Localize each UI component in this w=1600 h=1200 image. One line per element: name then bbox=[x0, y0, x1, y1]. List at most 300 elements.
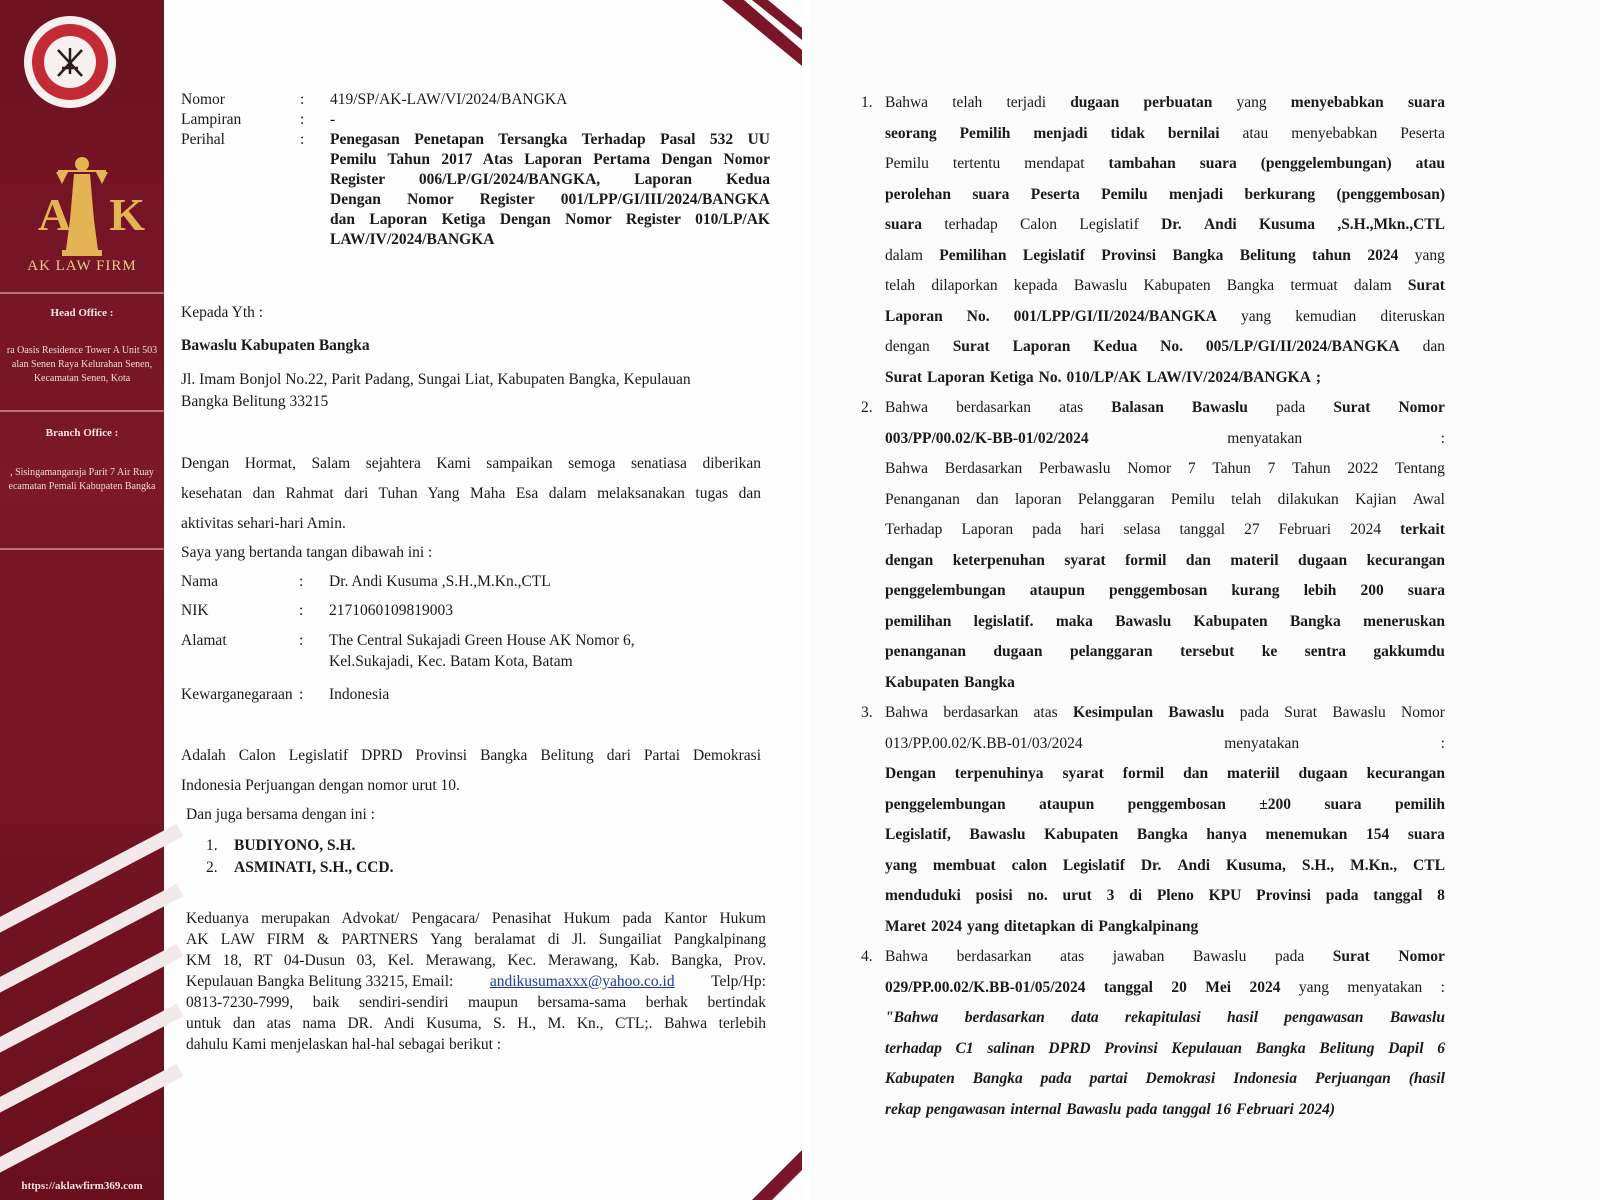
website-link[interactable]: https://aklawfirm369.com bbox=[21, 1180, 143, 1192]
point-word: Bawaslu bbox=[1073, 277, 1128, 294]
point-line bbox=[885, 210, 1445, 241]
undersigned-line: Saya yang bertanda tangan dibawah ini : bbox=[181, 544, 433, 561]
point-word: dan bbox=[1185, 551, 1211, 569]
point-word: termuat bbox=[1290, 277, 1338, 294]
point-line bbox=[885, 1095, 1445, 1126]
colon: : bbox=[299, 632, 304, 649]
point-word: suara bbox=[885, 216, 923, 233]
point-line bbox=[885, 790, 1445, 821]
point-word: 154 bbox=[1365, 826, 1390, 843]
point-word: Penanganan bbox=[885, 490, 960, 508]
point-word: Peserta bbox=[1030, 185, 1080, 203]
perihal-line: Dengan Nomor Register 001/LPP/GI/III/2024/BANGKA bbox=[330, 191, 770, 208]
point-word: hari bbox=[1080, 521, 1105, 538]
caleg-line: Indonesia Perjuangan dengan nomor urut 10. bbox=[181, 777, 460, 794]
field-value: The Central Sukajadi Green House AK Nomor 6, bbox=[329, 632, 635, 649]
point-word: telah bbox=[952, 94, 983, 111]
divider bbox=[0, 410, 164, 412]
point-word: atas bbox=[1033, 704, 1058, 721]
point-word: Bahwa bbox=[885, 704, 929, 721]
point-word: yang bbox=[1298, 978, 1329, 996]
point-word: Bangka bbox=[1172, 246, 1224, 264]
colon: : bbox=[300, 111, 305, 128]
point-word: legislatif. bbox=[973, 612, 1034, 630]
point-word: pada bbox=[1275, 399, 1306, 416]
point-word: terkait bbox=[1400, 521, 1445, 538]
point-line bbox=[885, 302, 1445, 333]
firm-paragraph-line: Keduanya merupakan Advokat/ Pengacara/ Penasihat Hukum pada Kantor Hukum bbox=[186, 910, 766, 927]
point-word: rekap bbox=[885, 1100, 922, 1118]
point-word: ke bbox=[1261, 643, 1278, 660]
point-word: dilaporkan bbox=[931, 277, 998, 294]
point-word: pengawasan bbox=[926, 1100, 1006, 1118]
point-word: Demokrasi bbox=[1145, 1070, 1216, 1087]
perihal-line: Pemilu Tahun 2017 Atas Laporan Pertama Dengan Nomor bbox=[330, 151, 770, 168]
point-word: Surat bbox=[885, 368, 923, 386]
point-word: Bangka bbox=[1226, 277, 1275, 294]
lampiran-label: Lampiran bbox=[181, 111, 242, 128]
point-word: Balasan bbox=[1111, 399, 1164, 416]
point-line bbox=[885, 515, 1445, 546]
divider bbox=[0, 292, 164, 294]
point-word: 16 bbox=[1215, 1100, 1232, 1118]
point-word: Laporan bbox=[961, 521, 1014, 538]
point-word: calon bbox=[1011, 856, 1047, 874]
point-word: hanya bbox=[1206, 826, 1247, 843]
point-word: suara bbox=[1407, 94, 1445, 111]
perihal-line: dan Laporan Ketiga Dengan Nomor Register 010/LP/AK bbox=[330, 211, 770, 228]
greeting-line: kesehatan dan Rahmat dari Tuhan Yang Maha Esa dalam melaksanakan tugas dan bbox=[181, 485, 761, 502]
point-word: terpenuhinya bbox=[954, 765, 1044, 782]
point-line bbox=[885, 1034, 1445, 1065]
point-word: tertentu bbox=[952, 155, 1001, 172]
point-word: Kedua bbox=[1093, 338, 1138, 355]
point-word: Surat bbox=[1333, 399, 1371, 416]
point-word: kepada bbox=[1013, 277, 1058, 294]
point-word: no. bbox=[1027, 887, 1048, 904]
point-word: tersebut bbox=[1180, 643, 1235, 660]
firm-paragraph-line: 0813-7230-7999, baik sendiri-sendiri maupun bersama-sama berhak bertindak bbox=[186, 994, 766, 1011]
point-word: pada bbox=[1040, 1070, 1072, 1087]
recipient-address: Bangka Belitung 33215 bbox=[181, 393, 329, 410]
field-label: Alamat bbox=[181, 632, 227, 649]
point-word: Surat bbox=[1332, 948, 1370, 965]
point-word: tanggal bbox=[1373, 887, 1423, 904]
point-word: atau bbox=[1415, 155, 1445, 172]
point-word: Kajian bbox=[1355, 490, 1397, 508]
point-word: lebih bbox=[1303, 582, 1337, 599]
point-word: Kepulauan bbox=[1171, 1039, 1243, 1057]
perihal-line: Register 006/LP/GI/2024/BANGKA, Laporan Kedua bbox=[330, 171, 770, 188]
point-word: Bahwa bbox=[885, 460, 929, 477]
point-word: menemukan bbox=[1265, 826, 1348, 843]
point-word: Bawaslu bbox=[1192, 948, 1247, 965]
point-word: Provinsi bbox=[1256, 887, 1311, 904]
letterhead-sidebar bbox=[0, 0, 183, 1200]
point-word: suara bbox=[1199, 155, 1237, 172]
point-word: pada bbox=[1126, 1100, 1158, 1118]
greeting-line: Dengan Hormat, Salam sejahtera Kami sampaikan semoga senatiasa diberikan bbox=[181, 455, 761, 472]
point-word: 3 bbox=[1106, 887, 1115, 904]
point-word: dan bbox=[1422, 338, 1445, 355]
point-line bbox=[885, 942, 1445, 973]
point-word: (hasil bbox=[1408, 1070, 1445, 1087]
point-word: Bawaslu bbox=[1115, 612, 1172, 630]
letter-page-2 bbox=[810, 0, 1600, 1200]
head-office-line: alan Senen Raya Kelurahan Senen, bbox=[11, 359, 153, 370]
point-word: dengan bbox=[885, 551, 934, 569]
point-word: laporan bbox=[1015, 490, 1062, 508]
point-word: No. bbox=[1160, 338, 1183, 355]
decorative-stripes bbox=[0, 820, 164, 1200]
colon: : bbox=[300, 91, 305, 108]
point-word: maka bbox=[1055, 612, 1093, 630]
point-word: terhadap bbox=[885, 1039, 942, 1057]
point-word: di bbox=[1129, 887, 1143, 904]
point-word: dugaan bbox=[1298, 765, 1348, 782]
point-word: yang bbox=[885, 856, 917, 874]
colon: : bbox=[299, 573, 304, 590]
point-word: urut bbox=[1062, 887, 1092, 904]
point-line bbox=[885, 607, 1445, 638]
point-word: : bbox=[1440, 978, 1445, 996]
point-word: 7 bbox=[1187, 460, 1196, 477]
point-word: suara bbox=[972, 185, 1010, 203]
point-word: ataupun bbox=[1029, 582, 1085, 599]
point-line bbox=[885, 881, 1445, 912]
point-line bbox=[885, 88, 1445, 119]
point-word: Bangka bbox=[972, 1070, 1023, 1087]
point-word: yang bbox=[1414, 246, 1445, 264]
point-word: menduduki bbox=[885, 887, 961, 904]
point-line bbox=[885, 271, 1445, 302]
point-word: penanganan bbox=[885, 643, 966, 660]
email-link[interactable]: andikusumaxxx@yahoo.co.id bbox=[489, 973, 675, 990]
point-word: rekapitulasi bbox=[1124, 1009, 1201, 1026]
point-word: berdasarkan bbox=[964, 1009, 1045, 1026]
point-word: Legislatif, bbox=[885, 826, 951, 843]
point-word: Pangkalpinang bbox=[1098, 917, 1199, 935]
point-word: : bbox=[1440, 734, 1445, 752]
point-word: Laporan bbox=[885, 307, 943, 325]
field-value: 2171060109819003 bbox=[329, 602, 453, 619]
point-word: Bawaslu bbox=[1191, 399, 1248, 416]
page-gap bbox=[802, 0, 810, 1200]
branch-office-line: , Sisingamangaraja Parit 7 Air Ruay bbox=[10, 467, 154, 478]
caleg-line: Adalah Calon Legislatif DPRD Provinsi Bangka Belitung dari Partai Demokrasi bbox=[181, 747, 761, 764]
recipient-address: Jl. Imam Bonjol No.22, Parit Padang, Sungai Liat, Kabupaten Bangka, Kepulauan bbox=[181, 371, 691, 388]
point-word: kurang bbox=[1231, 582, 1280, 599]
point-line bbox=[885, 820, 1445, 851]
point-word: CTL bbox=[1413, 856, 1445, 874]
point-word: Perbawaslu bbox=[1039, 460, 1111, 477]
firm-paragraph-line: untuk dan atas nama DR. Andi Kusuma, S. H., M. Kn., CTL;. Bahwa terlebih bbox=[186, 1015, 766, 1032]
point-word: 200 bbox=[1360, 582, 1384, 599]
point-word: berdasarkan bbox=[956, 399, 1031, 416]
point-word: suara bbox=[1407, 826, 1445, 843]
point-word: menjadi bbox=[1033, 124, 1088, 142]
point-word: 27 bbox=[1244, 521, 1260, 538]
point-word: KPU bbox=[1208, 887, 1242, 904]
firm-paragraph-text: Kepulauan Bangka Belitung 33215, Email: bbox=[186, 973, 454, 990]
point-line bbox=[885, 668, 1445, 699]
point-line bbox=[885, 1003, 1445, 1034]
point-line bbox=[885, 759, 1445, 790]
point-word: seorang bbox=[885, 124, 937, 142]
point-word: Mei bbox=[1205, 978, 1232, 996]
point-number: 1. bbox=[861, 94, 873, 111]
point-word: dengan bbox=[885, 338, 930, 355]
point-word: atau bbox=[1242, 124, 1269, 142]
point-word: sentra bbox=[1304, 643, 1346, 660]
point-line bbox=[885, 363, 1445, 394]
point-word: ±200 bbox=[1259, 795, 1292, 813]
point-word: menyatakan bbox=[1224, 734, 1300, 752]
point-word: menyatakan bbox=[1227, 429, 1303, 447]
point-word: keterpenuhan bbox=[952, 551, 1045, 569]
point-word: Bawaslu bbox=[1168, 704, 1225, 721]
point-word: Kabupaten bbox=[885, 673, 960, 691]
point-word: 2024 bbox=[1350, 521, 1382, 538]
colon: : bbox=[300, 131, 305, 148]
point-line bbox=[885, 1064, 1445, 1095]
point-line bbox=[885, 454, 1445, 485]
head-office-label: Head Office : bbox=[50, 307, 114, 319]
point-word: kecurangan bbox=[1366, 551, 1445, 569]
point-word: No. bbox=[1038, 368, 1062, 386]
firm-paragraph-text: Telp/Hp: bbox=[711, 973, 766, 990]
point-word: Nomor bbox=[1398, 399, 1445, 416]
point-word: hasil bbox=[1227, 1009, 1259, 1026]
point-word: suara bbox=[1407, 582, 1445, 599]
point-line bbox=[885, 241, 1445, 272]
point-word: Bawaslu bbox=[1389, 1009, 1445, 1026]
field-label: Nama bbox=[181, 573, 219, 590]
point-word: berdasarkan bbox=[943, 704, 1019, 721]
point-word: menyatakan bbox=[1347, 978, 1423, 996]
point-word: Bangka bbox=[1255, 1039, 1306, 1057]
perihal-label: Perihal bbox=[181, 131, 225, 148]
firm-paragraph-line: KM 18, RT 04-Dusun 03, Kel. Merawang, Kec. Merawang, Kab. Bangka, Prov. bbox=[186, 952, 766, 969]
point-word: "Bahwa bbox=[885, 1009, 939, 1026]
point-word: Bawaslu bbox=[1332, 704, 1386, 721]
point-word: Provinsi bbox=[1101, 246, 1157, 264]
field-label: NIK bbox=[181, 602, 209, 619]
point-word: Pemilihan bbox=[939, 246, 1007, 264]
point-word: Kabupaten bbox=[1044, 826, 1119, 843]
point-word: Nomor bbox=[1127, 460, 1172, 477]
point-word: Indonesia bbox=[1233, 1070, 1297, 1087]
point-body bbox=[885, 942, 1445, 1125]
point-word: 001/LPP/GI/II/2024/BANGKA bbox=[1013, 307, 1217, 325]
point-number: 4. bbox=[861, 948, 873, 965]
point-word: S.H., bbox=[1301, 856, 1335, 874]
point-line bbox=[885, 332, 1445, 363]
field-value: Kel.Sukajadi, Kec. Batam Kota, Batam bbox=[329, 653, 573, 670]
point-word: ditetapkan bbox=[1003, 917, 1076, 935]
divider bbox=[0, 548, 164, 550]
point-word: Dapil bbox=[1388, 1039, 1424, 1057]
point-word: Legislatif bbox=[1022, 246, 1085, 264]
point-word: Dengan bbox=[885, 765, 936, 782]
point-word: No. bbox=[966, 307, 990, 325]
point-word: Pemilih bbox=[959, 124, 1011, 142]
point-line bbox=[885, 851, 1445, 882]
point-word: 6 bbox=[1437, 1039, 1445, 1057]
point-word: 2024 bbox=[1249, 978, 1281, 996]
point-word: M.Kn., bbox=[1350, 856, 1398, 874]
point-line bbox=[885, 546, 1445, 577]
point-word: tanggal bbox=[1162, 1100, 1211, 1118]
point-line bbox=[885, 485, 1445, 516]
point-word: dugaan bbox=[993, 643, 1043, 660]
point-word: atas bbox=[1060, 948, 1085, 965]
point-2 bbox=[861, 393, 1445, 698]
lawyer-number: 1. bbox=[206, 837, 218, 854]
point-word: penggelembungan bbox=[885, 795, 1006, 813]
point-word: kemudian bbox=[1295, 307, 1357, 325]
point-word: Pelanggaran bbox=[1077, 490, 1155, 508]
point-word: dan bbox=[976, 490, 999, 508]
point-word: tidak bbox=[1110, 124, 1145, 142]
colon: : bbox=[299, 686, 304, 703]
head-office-line: Kecamatan Senen, Kota bbox=[33, 373, 131, 384]
point-word: Perjuangan bbox=[1314, 1070, 1391, 1087]
point-line bbox=[885, 180, 1445, 211]
point-word: tambahan bbox=[1108, 155, 1176, 172]
point-word: syarat bbox=[1064, 551, 1106, 569]
point-1 bbox=[861, 88, 1445, 393]
point-word: menyebabkan bbox=[1290, 94, 1384, 111]
point-word: pelanggaran bbox=[1069, 643, 1153, 660]
point-word: Bawaslu bbox=[969, 826, 1026, 843]
lawyer-name: ASMINATI, S.H., CCD. bbox=[234, 859, 394, 876]
point-word: posisi bbox=[975, 887, 1013, 904]
point-word: berdasarkan bbox=[956, 948, 1032, 965]
nomor-value: 419/SP/AK-LAW/VI/2024/BANGKA bbox=[330, 91, 568, 108]
point-word: kecurangan bbox=[1366, 765, 1445, 782]
point-word: 010/LP/AK bbox=[1066, 368, 1142, 386]
point-word: 2024 bbox=[931, 917, 963, 935]
point-word: Bahwa bbox=[885, 399, 929, 416]
point-word: pemilih bbox=[1395, 795, 1445, 813]
point-word: Kabupaten bbox=[885, 1070, 955, 1087]
point-word: 8 bbox=[1437, 887, 1445, 904]
lampiran-value: - bbox=[330, 111, 336, 128]
point-word: dalam bbox=[1353, 277, 1392, 294]
corner-decoration bbox=[742, 1140, 802, 1200]
point-word: (penggembosan) bbox=[1336, 185, 1445, 203]
firm-paragraph-line: AK LAW FIRM & PARTNERS Yang beralamat di Jl. Sungailiat Pangkalpinang bbox=[186, 931, 766, 948]
point-line bbox=[885, 149, 1445, 180]
point-word: pada bbox=[1239, 704, 1269, 721]
point-word: perbuatan bbox=[1143, 94, 1213, 111]
point-word: salinan bbox=[987, 1039, 1035, 1057]
point-word: menyebabkan bbox=[1291, 124, 1378, 142]
point-word: Dr. bbox=[1161, 216, 1182, 233]
point-word: tanggal bbox=[1103, 978, 1153, 996]
point-body bbox=[885, 88, 1445, 393]
point-word: Surat bbox=[1284, 704, 1317, 721]
point-word: bernilai bbox=[1167, 124, 1220, 142]
firm-paragraph-line bbox=[186, 972, 766, 992]
point-word: yang bbox=[1236, 94, 1267, 111]
point-word: Bangka bbox=[964, 673, 1015, 691]
point-word: telah bbox=[1231, 490, 1262, 508]
firm-paragraph-line: dahulu Kami menjelaskan hal-hal sebagai berikut : bbox=[186, 1036, 502, 1053]
point-word: Tahun bbox=[1292, 460, 1331, 477]
point-word: Belitung bbox=[1319, 1039, 1375, 1057]
branch-office-label: Branch Office : bbox=[45, 427, 119, 439]
point-word: Andi bbox=[1203, 216, 1237, 233]
point-3 bbox=[861, 698, 1445, 942]
point-word: ataupun bbox=[1039, 795, 1095, 813]
greeting-line: aktivitas sehari-hari Amin. bbox=[181, 515, 346, 532]
point-word: Pleno bbox=[1156, 887, 1194, 904]
kai-seal-logo bbox=[22, 14, 118, 110]
point-word: Pemilu bbox=[1101, 185, 1148, 203]
ak-monogram: AK bbox=[38, 189, 183, 240]
point-word: DPRD bbox=[1048, 1039, 1091, 1057]
point-word: pemilihan bbox=[885, 612, 952, 630]
point-number: 2. bbox=[861, 399, 873, 416]
point-word: Bawaslu bbox=[1066, 1100, 1122, 1118]
point-word: Bahwa bbox=[885, 948, 929, 965]
point-word: 20 bbox=[1171, 978, 1187, 996]
point-word: yang bbox=[1240, 307, 1272, 325]
point-word: C1 bbox=[955, 1039, 974, 1057]
point-word: pada bbox=[1274, 948, 1305, 965]
lawyer-name: BUDIYONO, S.H. bbox=[234, 837, 356, 854]
point-word: dugaan bbox=[1070, 94, 1120, 111]
point-word: materiil bbox=[1227, 765, 1280, 782]
head-office-line: ra Oasis Residence Tower A Unit 503 bbox=[6, 345, 158, 356]
point-word: Bahwa bbox=[885, 94, 929, 111]
point-word: Nomor bbox=[1401, 704, 1445, 721]
point-word: data bbox=[1071, 1009, 1099, 1026]
point-word: partai bbox=[1089, 1070, 1128, 1087]
point-word: Bangka bbox=[1289, 612, 1341, 630]
point-body bbox=[885, 698, 1445, 942]
point-number: 3. bbox=[861, 704, 873, 721]
field-value: Dr. Andi Kusuma ,S.H.,M.Kn.,CTL bbox=[329, 573, 551, 590]
point-word: Bangka bbox=[1136, 826, 1188, 843]
point-word: pada bbox=[1032, 521, 1062, 538]
point-word: atas bbox=[1059, 399, 1084, 416]
point-word: 005/LP/GI/II/2024/BANGKA bbox=[1205, 338, 1400, 355]
point-word: terhadap bbox=[944, 216, 998, 233]
lawyer-number: 2. bbox=[206, 859, 218, 876]
point-word: Kabupaten bbox=[1193, 612, 1268, 630]
point-word: LAW/IV/2024/BANGKA bbox=[1146, 368, 1311, 386]
point-word: di bbox=[1080, 917, 1094, 935]
point-word: berkurang bbox=[1244, 185, 1316, 203]
point-line bbox=[885, 393, 1445, 424]
point-line bbox=[885, 729, 1445, 760]
point-word: dan bbox=[1183, 765, 1209, 782]
point-word: pengawasan bbox=[1284, 1009, 1364, 1026]
field-value: Indonesia bbox=[329, 686, 390, 703]
point-word: Surat bbox=[952, 338, 990, 355]
point-word: pada bbox=[1325, 887, 1359, 904]
point-word: Peserta bbox=[1400, 124, 1445, 142]
point-word: Februari bbox=[1236, 1100, 1294, 1118]
perihal-line: LAW/IV/2024/BANGKA bbox=[330, 231, 495, 248]
point-word: mendapat bbox=[1024, 155, 1085, 172]
point-word: dalam bbox=[885, 246, 923, 264]
point-word: ,S.H.,Mkn.,CTL bbox=[1337, 216, 1445, 233]
nomor-label: Nomor bbox=[181, 91, 225, 108]
